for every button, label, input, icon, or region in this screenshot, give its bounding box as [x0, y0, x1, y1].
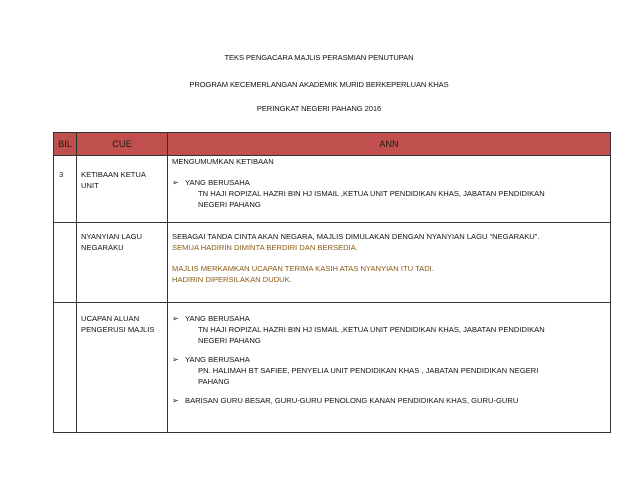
ann-text-instruction: HADIRIN DIPERSILAKAN DUDUK.	[172, 275, 292, 284]
ann-cell	[168, 156, 611, 223]
bullet-text: BARISAN GURU BESAR, GURU-GURU PENOLONG KANAN PENDIDIKAN KHAS, GURU-GURU	[185, 396, 519, 405]
ann-detail: NEGERI PAHANG	[198, 336, 261, 345]
table-header-row	[54, 133, 611, 156]
cue-text: UCAPAN ALUAN	[81, 314, 140, 323]
ann-cell	[168, 303, 611, 433]
cue-text: NYANYIAN LAGU	[81, 232, 143, 241]
arrow-bullet-icon: ➢	[172, 314, 179, 323]
ann-detail: TN HAJI ROPIZAL HAZRI BIN HJ ISMAIL ,KETUA UNIT PENDIDIKAN KHAS, JABATAN PENDIDIKAN	[198, 189, 545, 198]
cue-text: PENGERUSI MAJLIS	[81, 325, 155, 334]
ann-bullet	[172, 313, 610, 324]
bullet-text: YANG BERUSAHA	[185, 355, 250, 364]
arrow-bullet-icon: ➢	[172, 396, 179, 405]
arrow-bullet-icon: ➢	[172, 355, 179, 364]
ann-title: MENGUMUMKAN KETIBAAN	[172, 157, 274, 166]
ann-bullet	[172, 395, 610, 406]
ann-bullet	[172, 177, 610, 188]
cue-text: UNIT	[81, 181, 99, 190]
cue-cell	[77, 156, 168, 223]
table-row	[54, 303, 611, 433]
header-bil: BIL	[54, 133, 77, 156]
header-ann: ANN	[168, 133, 611, 156]
header-cue: CUE	[77, 133, 168, 156]
ann-detail: NEGERI PAHANG	[198, 200, 261, 209]
bil-cell	[54, 156, 77, 223]
table-row	[54, 223, 611, 303]
bullet-text: YANG BERUSAHA	[185, 314, 250, 323]
cue-cell	[77, 223, 168, 303]
bil-cell	[54, 223, 77, 303]
document-title: TEKS PENGACARA MAJLIS PERASMIAN PENUTUPAN	[224, 53, 414, 62]
cue-text: NEGARAKU	[81, 243, 124, 252]
level-title: PERINGKAT NEGERI PAHANG 2016	[256, 104, 382, 113]
script-table	[53, 132, 611, 433]
bil-number: 3	[59, 170, 64, 179]
ann-text-instruction: MAJLIS MERKAMKAN UCAPAN TERIMA KASIH ATAS NYANYIAN ITU TADI.	[172, 264, 434, 273]
ann-detail: TN HAJI ROPIZAL HAZRI BIN HJ ISMAIL ,KETUA UNIT PENDIDIKAN KHAS, JABATAN PENDIDIKAN	[198, 325, 545, 334]
ann-text: SEBAGAI TANDA CINTA AKAN NEGARA, MAJLIS DIMULAKAN DENGAN NYANYIAN LAGU “NEGARAKU”.	[172, 232, 540, 241]
cue-cell	[77, 303, 168, 433]
cue-text: KETIBAAN KETUA	[81, 170, 146, 179]
ann-detail: PAHANG	[198, 377, 230, 386]
bullet-text: YANG BERUSAHA	[185, 178, 250, 187]
bil-cell	[54, 303, 77, 433]
ann-cell	[168, 223, 611, 303]
table-row	[54, 156, 611, 223]
ann-detail: PN. HALIMAH BT SAFIEE, PENYELIA UNIT PENDIDIKAN KHAS , JABATAN PENDIDIKAN NEGERI	[198, 366, 539, 375]
arrow-bullet-icon: ➢	[172, 178, 179, 187]
program-title: PROGRAM KECEMERLANGAN AKADEMIK MURID BERKEPERLUAN KHAS	[189, 80, 449, 89]
ann-bullet	[172, 354, 610, 365]
ann-text-instruction: SEMUA HADIRIN DIMINTA BERDIRI DAN BERSEDIA.	[172, 243, 358, 252]
